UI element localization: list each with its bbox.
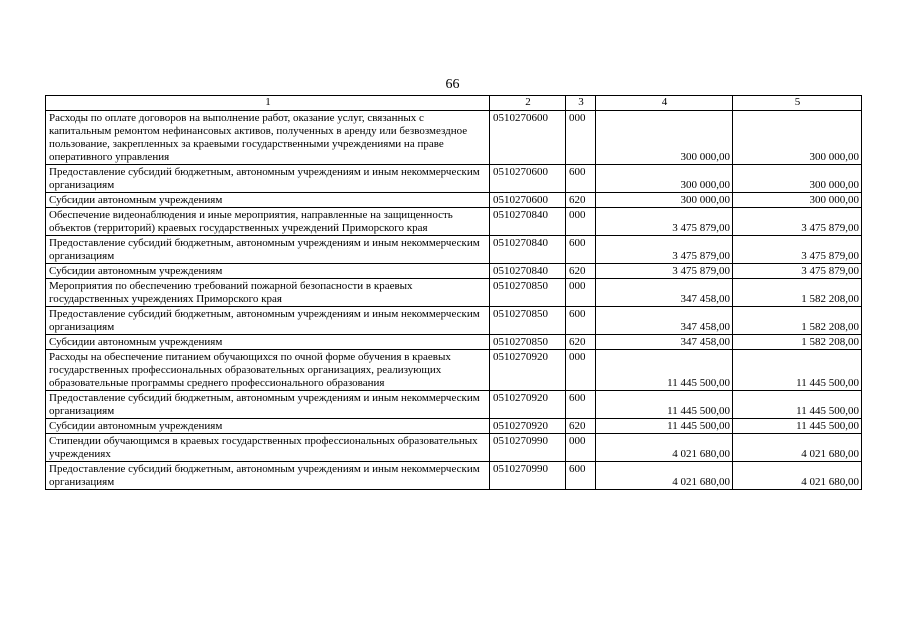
row-sum-1: 3 475 879,00: [596, 208, 733, 236]
row-sum-2: 11 445 500,00: [733, 350, 862, 391]
row-target-code: 0510270600: [490, 111, 566, 165]
header-col-5: 5: [733, 96, 862, 111]
table-row: [46, 165, 862, 193]
row-expense-type: 620: [566, 193, 596, 208]
row-name: Предоставление субсидий бюджетным, автономным учреждениям и иным некоммерческим организациям: [46, 391, 490, 419]
row-expense-type: 000: [566, 111, 596, 165]
row-target-code: 0510270840: [490, 208, 566, 236]
row-expense-type: 620: [566, 419, 596, 434]
row-expense-type: 620: [566, 335, 596, 350]
row-sum-2: 11 445 500,00: [733, 391, 862, 419]
row-sum-1: 300 000,00: [596, 165, 733, 193]
table-row: [46, 279, 862, 307]
row-sum-2: 300 000,00: [733, 111, 862, 165]
header-col-4: 4: [596, 96, 733, 111]
row-expense-type: 620: [566, 264, 596, 279]
row-name: Предоставление субсидий бюджетным, автономным учреждениям и иным некоммерческим организациям: [46, 236, 490, 264]
row-expense-type: 600: [566, 307, 596, 335]
row-expense-type: 000: [566, 208, 596, 236]
row-target-code: 0510270840: [490, 264, 566, 279]
row-sum-1: 3 475 879,00: [596, 264, 733, 279]
row-name: Субсидии автономным учреждениям: [46, 264, 490, 279]
row-target-code: 0510270990: [490, 434, 566, 462]
row-name: Субсидии автономным учреждениям: [46, 335, 490, 350]
row-name: Предоставление субсидий бюджетным, автономным учреждениям и иным некоммерческим организациям: [46, 462, 490, 490]
table-row: [46, 335, 862, 350]
row-sum-2: 4 021 680,00: [733, 434, 862, 462]
row-sum-2: 4 021 680,00: [733, 462, 862, 490]
row-expense-type: 600: [566, 236, 596, 264]
row-expense-type: 600: [566, 462, 596, 490]
row-sum-1: 3 475 879,00: [596, 236, 733, 264]
row-sum-2: 11 445 500,00: [733, 419, 862, 434]
table-body: [46, 111, 862, 490]
row-name: Мероприятия по обеспечению требований пожарной безопасности в краевых государственных учреждениях Приморского края: [46, 279, 490, 307]
row-sum-2: 3 475 879,00: [733, 236, 862, 264]
row-sum-1: 11 445 500,00: [596, 391, 733, 419]
row-expense-type: 000: [566, 434, 596, 462]
row-name: Субсидии автономным учреждениям: [46, 419, 490, 434]
table-row: [46, 208, 862, 236]
row-sum-2: 1 582 208,00: [733, 279, 862, 307]
row-sum-1: 4 021 680,00: [596, 462, 733, 490]
row-name: Расходы по оплате договоров на выполнение работ, оказание услуг, связанных с капитальным ремонтом нефинансовых активов, полученных в аренду или безвозмездное пользование, закрепленных за краевыми государственными учреждениями на праве оперативного управления: [46, 111, 490, 165]
table-row: [46, 307, 862, 335]
row-sum-1: 11 445 500,00: [596, 350, 733, 391]
table-header: [46, 96, 862, 111]
header-col-3: 3: [566, 96, 596, 111]
row-sum-2: 1 582 208,00: [733, 307, 862, 335]
table-row: [46, 350, 862, 391]
row-sum-2: 300 000,00: [733, 193, 862, 208]
row-target-code: 0510270600: [490, 165, 566, 193]
row-target-code: 0510270920: [490, 391, 566, 419]
header-col-1: 1: [46, 96, 490, 111]
row-sum-2: 1 582 208,00: [733, 335, 862, 350]
row-expense-type: 000: [566, 350, 596, 391]
row-sum-1: 300 000,00: [596, 111, 733, 165]
table-row: [46, 236, 862, 264]
row-sum-2: 3 475 879,00: [733, 208, 862, 236]
table-row: [46, 434, 862, 462]
table-row: [46, 419, 862, 434]
row-sum-2: 300 000,00: [733, 165, 862, 193]
row-name: Обеспечение видеонаблюдения и иные мероприятия, направленные на защищенность объектов (территорий) краевых государственных учреждений Приморского края: [46, 208, 490, 236]
row-sum-1: 11 445 500,00: [596, 419, 733, 434]
row-target-code: 0510270840: [490, 236, 566, 264]
row-target-code: 0510270850: [490, 279, 566, 307]
row-target-code: 0510270850: [490, 307, 566, 335]
table-row: [46, 111, 862, 165]
table-row: [46, 391, 862, 419]
row-target-code: 0510270850: [490, 335, 566, 350]
row-expense-type: 600: [566, 165, 596, 193]
row-target-code: 0510270920: [490, 419, 566, 434]
row-sum-1: 300 000,00: [596, 193, 733, 208]
table-row: [46, 462, 862, 490]
budget-table: [45, 95, 862, 490]
row-sum-1: 4 021 680,00: [596, 434, 733, 462]
row-name: Субсидии автономным учреждениям: [46, 193, 490, 208]
table-row: [46, 193, 862, 208]
header-col-2: 2: [490, 96, 566, 111]
row-sum-1: 347 458,00: [596, 307, 733, 335]
row-target-code: 0510270990: [490, 462, 566, 490]
row-name: Предоставление субсидий бюджетным, автономным учреждениям и иным некоммерческим организациям: [46, 165, 490, 193]
row-name: Стипендии обучающимся в краевых государственных профессиональных образовательных учреждениях: [46, 434, 490, 462]
row-name: Расходы на обеспечение питанием обучающихся по очной форме обучения в краевых государственных профессиональных образовательных организациях, реализующих образовательные программы среднего профессионального образования: [46, 350, 490, 391]
header-row: [46, 96, 862, 111]
page-number: 66: [445, 77, 460, 92]
row-target-code: 0510270600: [490, 193, 566, 208]
row-expense-type: 600: [566, 391, 596, 419]
row-sum-2: 3 475 879,00: [733, 264, 862, 279]
row-expense-type: 000: [566, 279, 596, 307]
row-sum-1: 347 458,00: [596, 335, 733, 350]
row-name: Предоставление субсидий бюджетным, автономным учреждениям и иным некоммерческим организациям: [46, 307, 490, 335]
row-sum-1: 347 458,00: [596, 279, 733, 307]
table-row: [46, 264, 862, 279]
row-target-code: 0510270920: [490, 350, 566, 391]
